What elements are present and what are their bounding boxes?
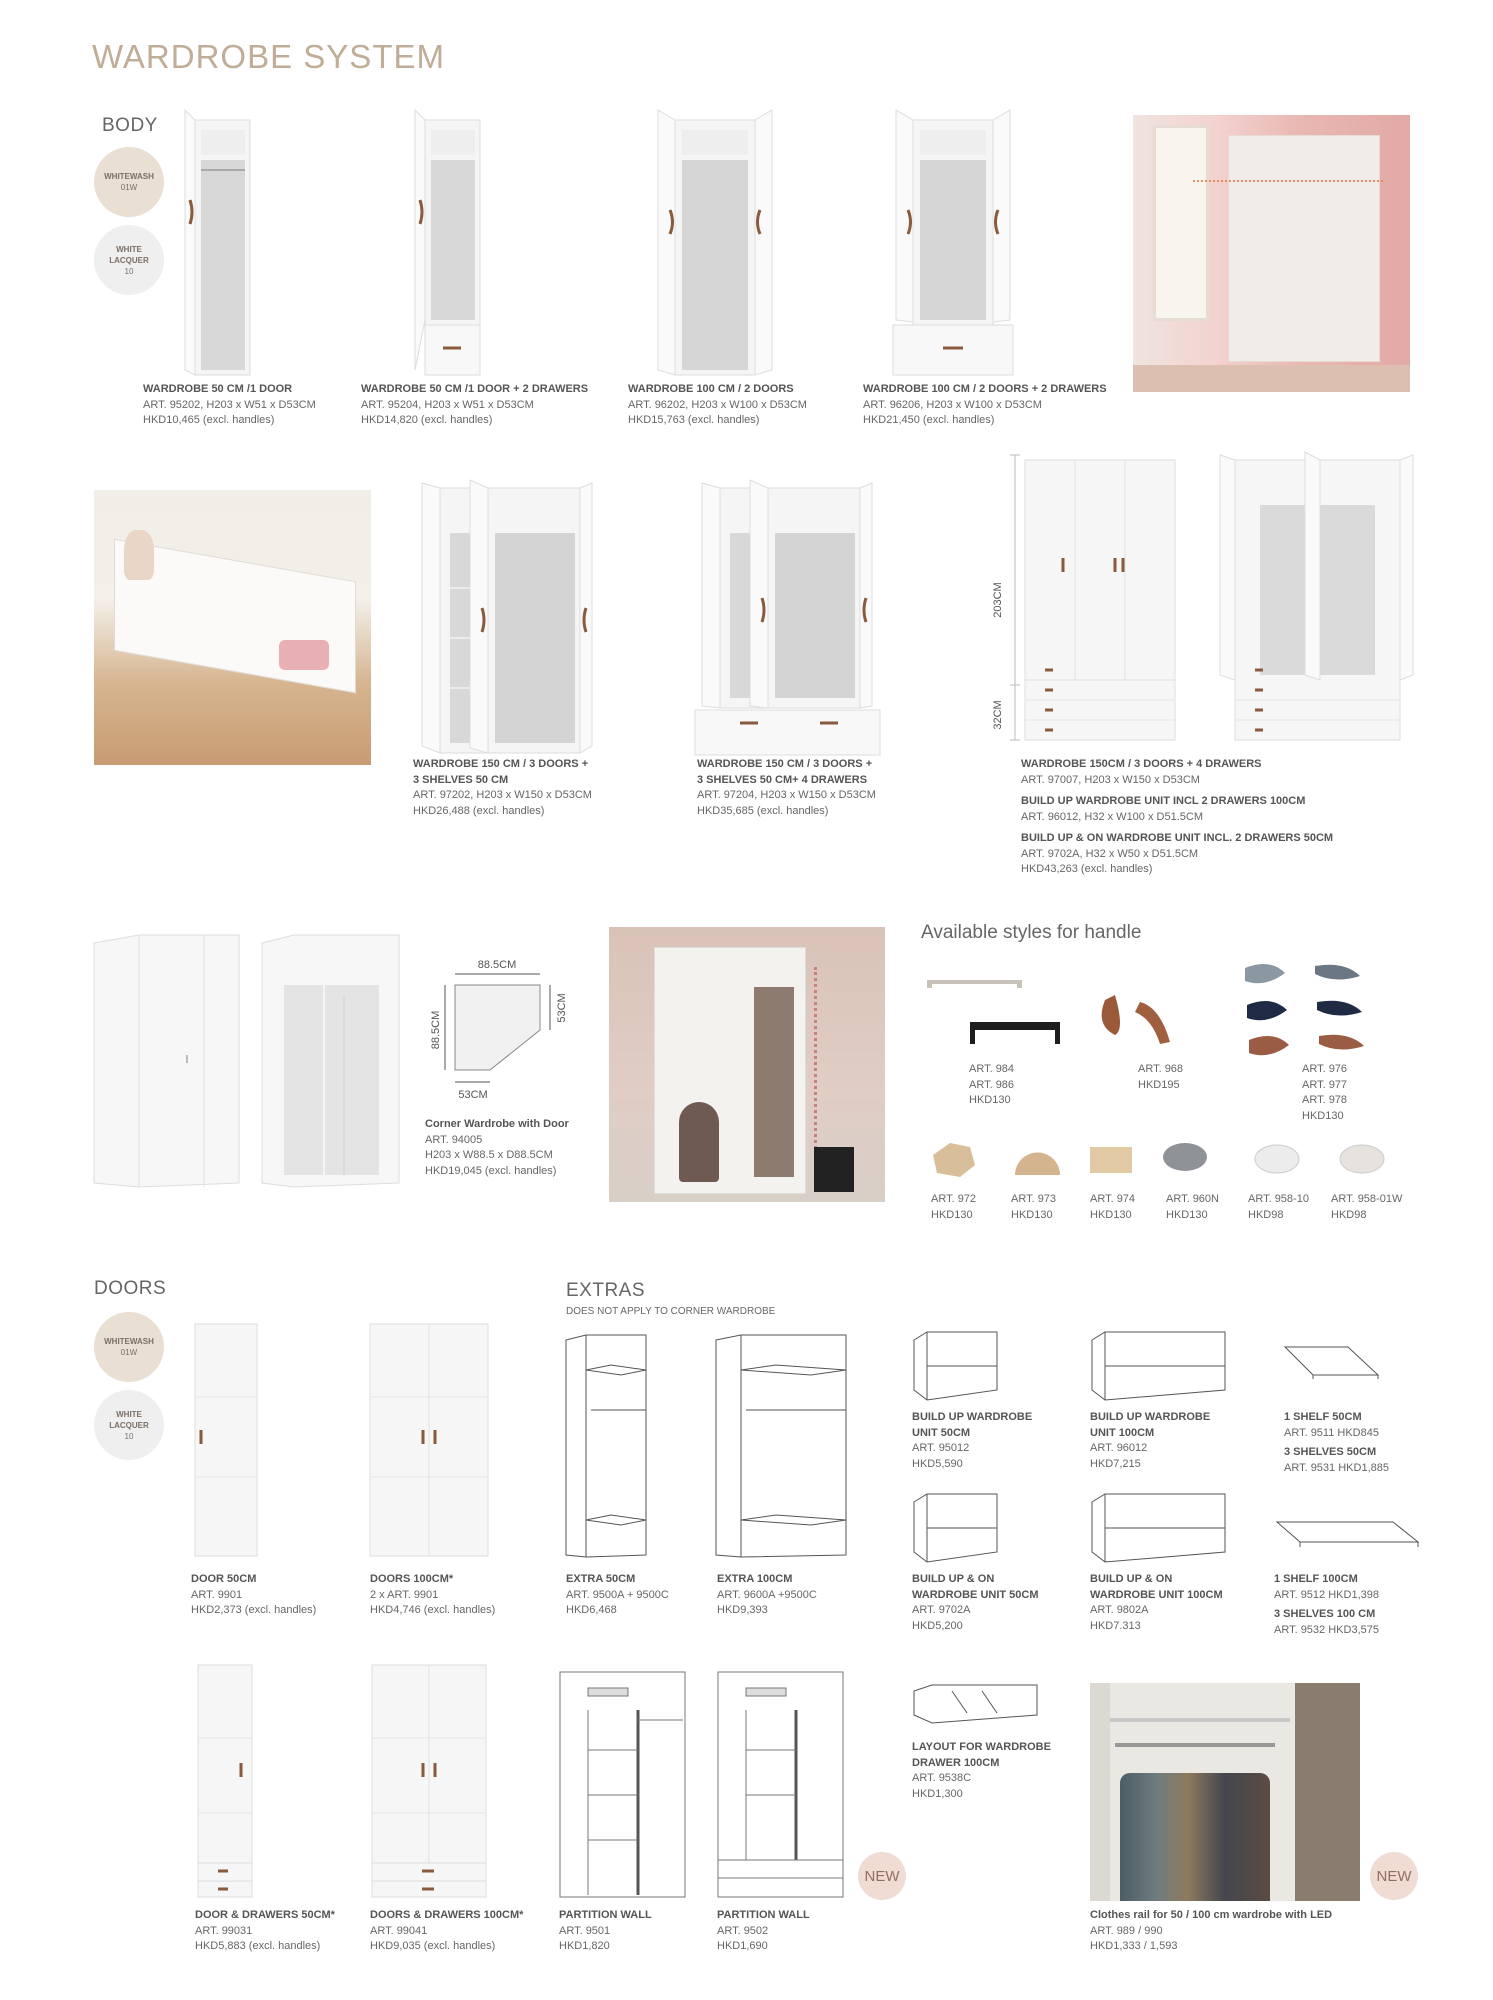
caption-price: HKD35,685 (excl. handles)	[697, 804, 829, 817]
caption-title: PARTITION WALL	[717, 1909, 810, 1921]
caption-price: HKD98	[1331, 1208, 1367, 1221]
caption-art: ART. 9532 HKD3,575	[1274, 1623, 1379, 1636]
extra-caption	[566, 1572, 669, 1619]
swatch-name: WHITEWASH	[104, 1337, 154, 1346]
caption-title: BUILD UP & ON	[912, 1573, 995, 1585]
caption-price: HKD130	[969, 1094, 1011, 1106]
caption-art: ART. 977	[1302, 1078, 1348, 1091]
caption-art: ART. 9501	[559, 1924, 611, 1937]
caption-price: HKD6,468	[566, 1604, 617, 1616]
handle-group-caption	[969, 1062, 1014, 1109]
caption-art: ART. 9702A, H32 x W50 x D51.5CM	[1021, 847, 1199, 860]
caption-title: 3 SHELVES 50CM	[1284, 1446, 1377, 1458]
caption-price: HKD10,465 (excl. handles)	[143, 414, 275, 426]
page-title: WARDROBE SYSTEM	[92, 38, 445, 75]
clothes-rail-photo	[1090, 1683, 1360, 1901]
door-drawers-50-image	[196, 1663, 256, 1903]
buildup-100-drawing	[1090, 1330, 1230, 1405]
caption-title: Clothes rail for 50 / 100 cm wardrobe with LED	[1090, 1909, 1333, 1921]
new-badge: NEW	[1370, 1852, 1418, 1900]
caption-price: HKD9,393	[717, 1604, 768, 1616]
dimension-height: 203CM	[992, 582, 1004, 618]
caption-art: ART. 9600A +9500C	[717, 1588, 817, 1601]
caption-title: DOOR 50CM	[191, 1573, 257, 1585]
wardrobe-caption	[863, 382, 1107, 429]
room-photo	[1133, 115, 1410, 392]
caption-art: ART. 973	[1011, 1193, 1057, 1205]
caption-art: ART. 958-10	[1248, 1193, 1309, 1205]
swatch-white-lacquer	[94, 225, 164, 295]
shelf-caption	[1284, 1410, 1389, 1476]
rail-caption	[1090, 1908, 1332, 1955]
caption-price: HKD130	[931, 1208, 973, 1221]
swatch-code: 01W	[120, 183, 138, 192]
caption-price: HKD26,488 (excl. handles)	[413, 804, 545, 817]
knob-caption	[1248, 1192, 1309, 1223]
handle-group-caption	[1138, 1062, 1183, 1093]
buildup-caption	[1090, 1410, 1210, 1472]
caption-title: WARDROBE 100 CM / 2 DOORS + 2 DRAWERS	[863, 383, 1107, 395]
caption-price: HKD1,300	[912, 1787, 963, 1800]
wardrobe-caption	[361, 382, 588, 429]
caption-art: ART. 94005	[425, 1133, 483, 1146]
caption-art: ART. 978	[1302, 1094, 1348, 1106]
caption-art: ART. 9702A	[912, 1604, 971, 1616]
caption-dims: H203 x W88.5 x D88.5CM	[425, 1149, 553, 1161]
caption-price: HKD130	[1166, 1208, 1208, 1221]
corner-dim-left: 88.5CM	[430, 1010, 442, 1050]
swatch-white-lacquer	[94, 1390, 164, 1460]
caption-title: BUILD UP WARDROBE	[1090, 1411, 1211, 1423]
corner-dimension-diagram	[425, 960, 585, 1110]
wardrobe-150-3doors-drawers-image	[690, 478, 880, 760]
extras-subheading: DOES NOT APPLY TO CORNER WARDROBE	[566, 1306, 776, 1317]
corner-caption	[425, 1117, 569, 1179]
caption-art: ART. 99041	[370, 1924, 428, 1937]
extras-heading: EXTRAS	[566, 1280, 646, 1301]
caption-title: 3 SHELVES 50 CM	[413, 773, 509, 786]
caption-art: ART. 9802A	[1090, 1604, 1149, 1616]
swatch-code: 01W	[120, 1348, 138, 1357]
caption-title: WARDROBE 100 CM / 2 DOORS	[628, 383, 794, 395]
caption-price: HKD1,690	[717, 1940, 768, 1952]
caption-price: HKD7.313	[1090, 1619, 1141, 1632]
caption-art: ART. 9901	[191, 1588, 243, 1601]
swatch-code: 10	[124, 266, 134, 276]
drawer-layout-drawing	[912, 1683, 1042, 1728]
caption-price: HKD5,200	[912, 1619, 963, 1632]
corner-dim-right: 53CM	[556, 993, 568, 1023]
caption-title: WARDROBE UNIT 100CM	[1090, 1588, 1223, 1601]
caption-title: Corner Wardrobe with Door	[425, 1118, 569, 1130]
caption-title: PARTITION WALL	[559, 1909, 652, 1921]
caption-price: HKD4,746 (excl. handles)	[370, 1604, 496, 1616]
caption-price: HKD130	[1302, 1109, 1344, 1122]
knob-caption	[931, 1192, 976, 1223]
wardrobe-150-3doors-image	[410, 478, 595, 760]
knob-caption	[1166, 1192, 1219, 1223]
caption-art: ART. 97204, H203 x W150 x D53CM	[697, 789, 876, 801]
door-caption	[191, 1572, 316, 1619]
caption-art: ART. 9511 HKD845	[1284, 1426, 1379, 1439]
wardrobe-caption	[143, 382, 316, 429]
door-50-image	[193, 1322, 263, 1562]
caption-art: ART. 97007, H203 x W150 x D53CM	[1021, 773, 1200, 786]
caption-title: WARDROBE 150 CM / 3 DOORS +	[413, 758, 589, 770]
buildup-on-50-drawing	[912, 1492, 1002, 1567]
caption-price: HKD5,883 (excl. handles)	[195, 1940, 321, 1952]
doors-100-image	[368, 1322, 493, 1562]
caption-title: 3 SHELVES 100 CM	[1274, 1608, 1376, 1620]
caption-price: HKD43,263 (excl. handles)	[1021, 863, 1153, 875]
caption-art: ART. 9531 HKD1,885	[1284, 1461, 1389, 1474]
caption-title: WARDROBE UNIT 50CM	[912, 1588, 1039, 1601]
wardrobe-100-2doors-drawers-image	[888, 100, 1018, 380]
caption-price: HKD130	[1011, 1208, 1053, 1221]
wardrobe-50-1door-drawers-image	[405, 100, 505, 380]
handles-heading: Available styles for handle	[921, 922, 1142, 943]
door-caption	[195, 1908, 335, 1955]
knob-caption	[1011, 1192, 1056, 1223]
caption-title: 3 SHELVES 50 CM+ 4 DRAWERS	[697, 773, 868, 786]
caption-title: DOOR & DRAWERS 50CM*	[195, 1909, 335, 1921]
dimension-base: 32CM	[992, 700, 1004, 730]
wardrobe-caption	[697, 757, 876, 819]
caption-art: ART. 9538C	[912, 1772, 972, 1784]
buildup-on-100-drawing	[1090, 1492, 1230, 1567]
partition-wall-50-drawing	[558, 1670, 693, 1900]
corner-dim-bottom: 53CM	[458, 1089, 488, 1101]
wardrobe-100-2doors-image	[650, 100, 780, 380]
extra-100-drawing	[716, 1335, 856, 1565]
caption-art: ART. 989 / 990	[1090, 1924, 1163, 1937]
buildup-caption	[1090, 1572, 1223, 1634]
caption-price: HKD21,450 (excl. handles)	[863, 414, 995, 426]
corner-dim-top: 88.5CM	[477, 959, 517, 971]
caption-art: ART. 96012, H32 x W100 x D51.5CM	[1021, 810, 1203, 823]
caption-art: ART. 95204, H203 x W51 x D53CM	[361, 398, 534, 411]
caption-art: ART. 96012	[1090, 1442, 1148, 1454]
corner-wardrobe-image	[94, 935, 414, 1190]
layout-caption	[912, 1740, 1051, 1802]
caption-title: EXTRA 50CM	[566, 1573, 636, 1585]
caption-art: ART. 958-01W	[1331, 1193, 1403, 1205]
swatch-whitewash	[94, 1312, 164, 1382]
shelf-50-drawing	[1283, 1345, 1383, 1390]
drawer-photo	[94, 490, 371, 765]
wardrobe-caption	[628, 382, 807, 429]
caption-title: WARDROBE 150CM / 3 DOORS + 4 DRAWERS	[1021, 758, 1262, 770]
caption-art: ART. 95202, H203 x W51 x D53CM	[143, 398, 316, 411]
caption-price: HKD15,763 (excl. handles)	[628, 414, 760, 426]
body-section-label: BODY	[102, 115, 158, 136]
combo-caption	[1021, 757, 1333, 878]
caption-title: 1 SHELF 50CM	[1284, 1411, 1362, 1423]
caption-price: HKD14,820 (excl. handles)	[361, 414, 493, 426]
caption-title: WARDROBE 50 CM /1 DOOR	[143, 383, 293, 395]
caption-title: DOORS & DRAWERS 100CM*	[370, 1909, 524, 1921]
caption-title: EXTRA 100CM	[717, 1573, 793, 1585]
caption-art: ART. 968	[1138, 1063, 1184, 1075]
swatch-whitewash	[94, 147, 164, 217]
caption-price: HKD1,333 / 1,593	[1090, 1940, 1178, 1952]
wardrobe-combo-image	[975, 450, 1415, 750]
caption-art: ART. 96206, H203 x W100 x D53CM	[863, 398, 1042, 411]
buildup-caption	[912, 1410, 1032, 1472]
partition-wall-100-drawing	[716, 1670, 851, 1900]
caption-art: ART. 960N	[1166, 1193, 1219, 1205]
doors-section-label: DOORS	[94, 1278, 167, 1299]
swatch-name: WHITE LACQUER	[109, 244, 149, 265]
buildup-50-drawing	[912, 1330, 1002, 1405]
knob-caption	[1331, 1192, 1402, 1223]
caption-title: DOORS 100CM*	[370, 1573, 454, 1585]
new-badge: NEW	[858, 1852, 906, 1900]
caption-price: HKD2,373 (excl. handles)	[191, 1604, 317, 1616]
extra-50-drawing	[566, 1335, 666, 1565]
door-caption	[370, 1908, 523, 1955]
caption-title: BUILD UP WARDROBE UNIT INCL 2 DRAWERS 100CM	[1021, 795, 1306, 807]
kids-room-photo	[609, 927, 885, 1202]
caption-title: UNIT 50CM	[912, 1426, 971, 1439]
caption-art: ART. 9502	[717, 1924, 769, 1937]
caption-art: 2 x ART. 9901	[370, 1588, 439, 1601]
caption-art: ART. 974	[1090, 1193, 1136, 1205]
handles-images	[925, 960, 1425, 1060]
partition-caption	[717, 1908, 810, 1955]
door-caption	[370, 1572, 495, 1619]
caption-price: HKD98	[1248, 1208, 1284, 1221]
swatch-name: WHITE LACQUER	[109, 1409, 149, 1430]
caption-title: DRAWER 100CM	[912, 1756, 1000, 1769]
wardrobe-caption	[413, 757, 592, 819]
wardrobe-50-1door-image	[185, 100, 285, 380]
shelf-caption	[1274, 1572, 1379, 1638]
caption-art: ART. 95012	[912, 1442, 970, 1454]
caption-price: HKD5,590	[912, 1457, 963, 1470]
caption-title: BUILD UP & ON WARDROBE UNIT INCL. 2 DRAWERS 50CM	[1021, 832, 1334, 844]
caption-price: HKD1,820	[559, 1940, 610, 1952]
caption-price: HKD195	[1138, 1078, 1180, 1091]
caption-title: WARDROBE 50 CM /1 DOOR + 2 DRAWERS	[361, 383, 589, 395]
shelf-100-drawing	[1275, 1520, 1425, 1560]
caption-title: 1 SHELF 100CM	[1274, 1573, 1358, 1585]
caption-price: HKD19,045 (excl. handles)	[425, 1164, 557, 1177]
caption-title: UNIT 100CM	[1090, 1426, 1155, 1439]
caption-title: BUILD UP WARDROBE	[912, 1411, 1033, 1423]
caption-art: ART. 99031	[195, 1924, 253, 1937]
swatch-name: WHITEWASH	[104, 172, 154, 181]
knobs-images	[925, 1135, 1425, 1190]
caption-title: BUILD UP & ON	[1090, 1573, 1173, 1585]
caption-price: HKD9,035 (excl. handles)	[370, 1940, 496, 1952]
caption-price: HKD7,215	[1090, 1457, 1141, 1470]
knob-caption	[1090, 1192, 1135, 1223]
extra-caption	[717, 1572, 817, 1619]
caption-title: LAYOUT FOR WARDROBE	[912, 1741, 1051, 1753]
caption-art: ART. 972	[931, 1193, 977, 1205]
caption-art: ART. 9512 HKD1,398	[1274, 1588, 1379, 1601]
caption-art: ART. 9500A + 9500C	[566, 1588, 669, 1601]
partition-caption	[559, 1908, 652, 1955]
buildup-caption	[912, 1572, 1039, 1634]
caption-art: ART. 97202, H203 x W150 x D53CM	[413, 789, 592, 801]
caption-price: HKD130	[1090, 1208, 1132, 1221]
swatch-code: 10	[124, 1431, 134, 1441]
caption-title: WARDROBE 150 CM / 3 DOORS +	[697, 758, 873, 770]
caption-art: ART. 986	[969, 1078, 1015, 1091]
caption-art: ART. 984	[969, 1063, 1015, 1075]
doors-drawers-100-image	[370, 1663, 490, 1903]
handle-group-caption	[1302, 1062, 1347, 1124]
caption-art: ART. 96202, H203 x W100 x D53CM	[628, 398, 807, 411]
caption-art: ART. 976	[1302, 1063, 1348, 1075]
